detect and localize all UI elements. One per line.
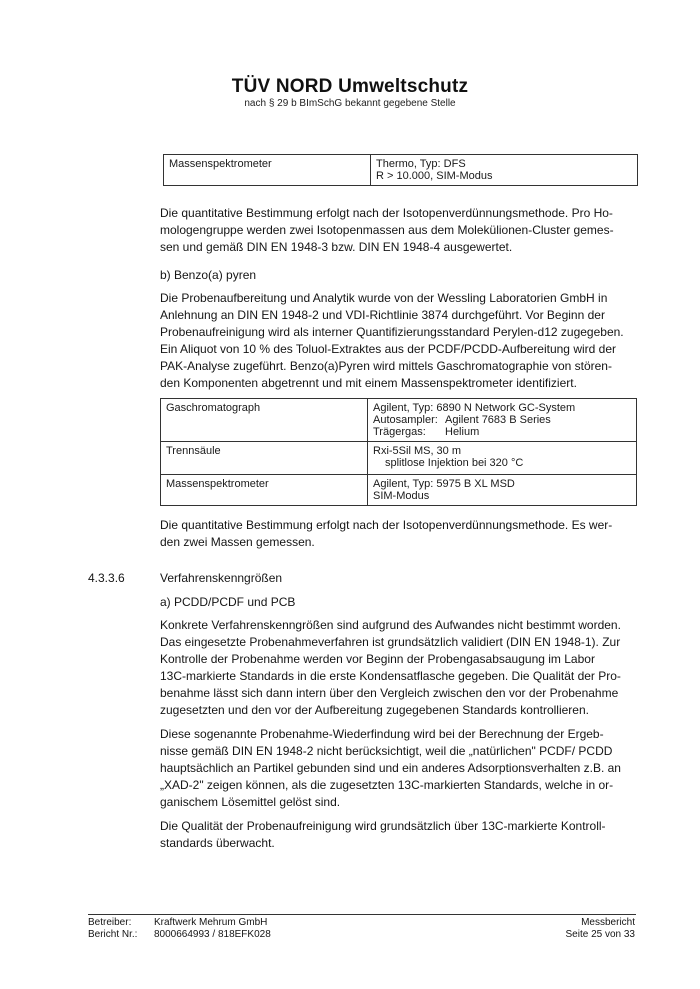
section-title: Verfahrenskenngrößen [160, 571, 283, 585]
paragraph-isotope-method: Die quantitative Bestimmung erfolgt nach der Isotopenverdünnungsmethode. Pro Ho- mologengruppe werden zwei Isotopenmassen aus dem Molekülionen-Cluster gemes- sen und gemäß DIN EN 1948-3 bzw. DIN EN 1948-4 ausgewertet. [160, 206, 614, 254]
page-subtitle: nach § 29 b BImSchG bekannt gegebene Stelle [244, 98, 456, 109]
table-cell-value: Thermo, Typ: DFS R > 10.000, SIM-Modus [371, 155, 638, 186]
page-title: TÜV NORD Umweltschutz [231, 76, 469, 97]
footer-page-number: Seite 25 von 33 [565, 929, 635, 940]
paragraph-benzo-analytics: Die Probenaufbereitung und Analytik wurde von der Wessling Laboratorien GmbH in Anlehnung an DIN EN 1948-2 und VDI-Richtlinie 3874 durchgeführt. Vor Beginn der Probenaufreinigung wird als interner Quantifizierungsstandard Perylen-d12 zugegeben. Ein Aliquot von 10 % des Toluol-Extraktes aus der PCDF/PCDD-Aufbereitung wird der PAK-Analyse zugeführt. Benzo(a)Pyren wird mittels Gaschromatographie von stören- den Komponenten abgetrennt und mit einem Massenspektrometer identifiziert. [160, 291, 624, 390]
paragraph-cleanup-quality: Die Qualität der Probenaufreinigung wird grundsätzlich über 13C-markierte Kontroll- standards überwacht. [160, 819, 606, 850]
paragraph-two-masses: Die quantitative Bestimmung erfolgt nach der Isotopenverdünnungsmethode. Es wer- den zwei Massen gemessen. [160, 518, 613, 549]
spec-table-gc [160, 398, 637, 506]
footer-operator-value: Kraftwerk Mehrum GmbH [154, 917, 268, 928]
table-row [164, 155, 638, 186]
footer-operator-label: Betreiber: [88, 917, 132, 928]
table-cell-label: Massenspektrometer [164, 155, 371, 186]
table-row: Massenspektrometer Agilent, Typ: 5975 B XL MSD SIM-Modus [161, 475, 637, 506]
footer-doc-type: Messbericht [581, 917, 635, 928]
section-number: 4.3.3.6 [88, 571, 125, 585]
table-row: Gaschromatograph Agilent, Typ: 6890 N Network GC-System Autosampler: Agilent 7683 B Series Trägergas: Helium [161, 399, 637, 442]
spec-table-dfs [163, 154, 638, 186]
paragraph-process-parameters: Konkrete Verfahrenskenngrößen sind aufgrund des Aufwandes nicht bestimmt worden. Das eingesetzte Probenahmeverfahren ist grundsätzlich validiert (DIN EN 1948-1). Zur Kontrolle der Probenahme werden vor Beginn der Probengasabsaugung im Labor 13C-markierte Standards in die erste Kondensatflasche gegeben. Die Qualität der Pro- benahme lässt sich dann intern über den Vergleich zwischen den vor der Probenahme zugesetzten und den vor der Aufbereitung zugegebenen Standards kontrollieren. [160, 618, 621, 717]
subheading-pcdd-pcdf-pcb: a) PCDD/PCDF und PCB [160, 595, 296, 609]
footer-report-no-label: Bericht Nr.: [88, 929, 138, 940]
footer-report-no-value: 8000664993 / 818EFK028 [154, 929, 271, 940]
subheading-benzo-a-pyren: b) Benzo(a) pyren [160, 268, 257, 282]
footer-divider [88, 914, 636, 915]
table-row: Trennsäule Rxi-5Sil MS, 30 m splitlose Injektion bei 320 °C [161, 442, 637, 475]
paragraph-recovery: Diese sogenannte Probenahme-Wiederfindung wird bei der Berechnung der Ergeb- nisse gemäß DIN EN 1948-2 nicht berücksichtigt, weil die „natürlichen" PCDF/ PCDD hauptsächlich an Partikel gebunden sind und ein anderes Adsorptionsverhalten z.B. an „XAD-2" zeigen können, als die zugesetzten 13C-markierten Standards, welche in or- ganischem Lösemittel gelöst sind. [160, 727, 621, 809]
